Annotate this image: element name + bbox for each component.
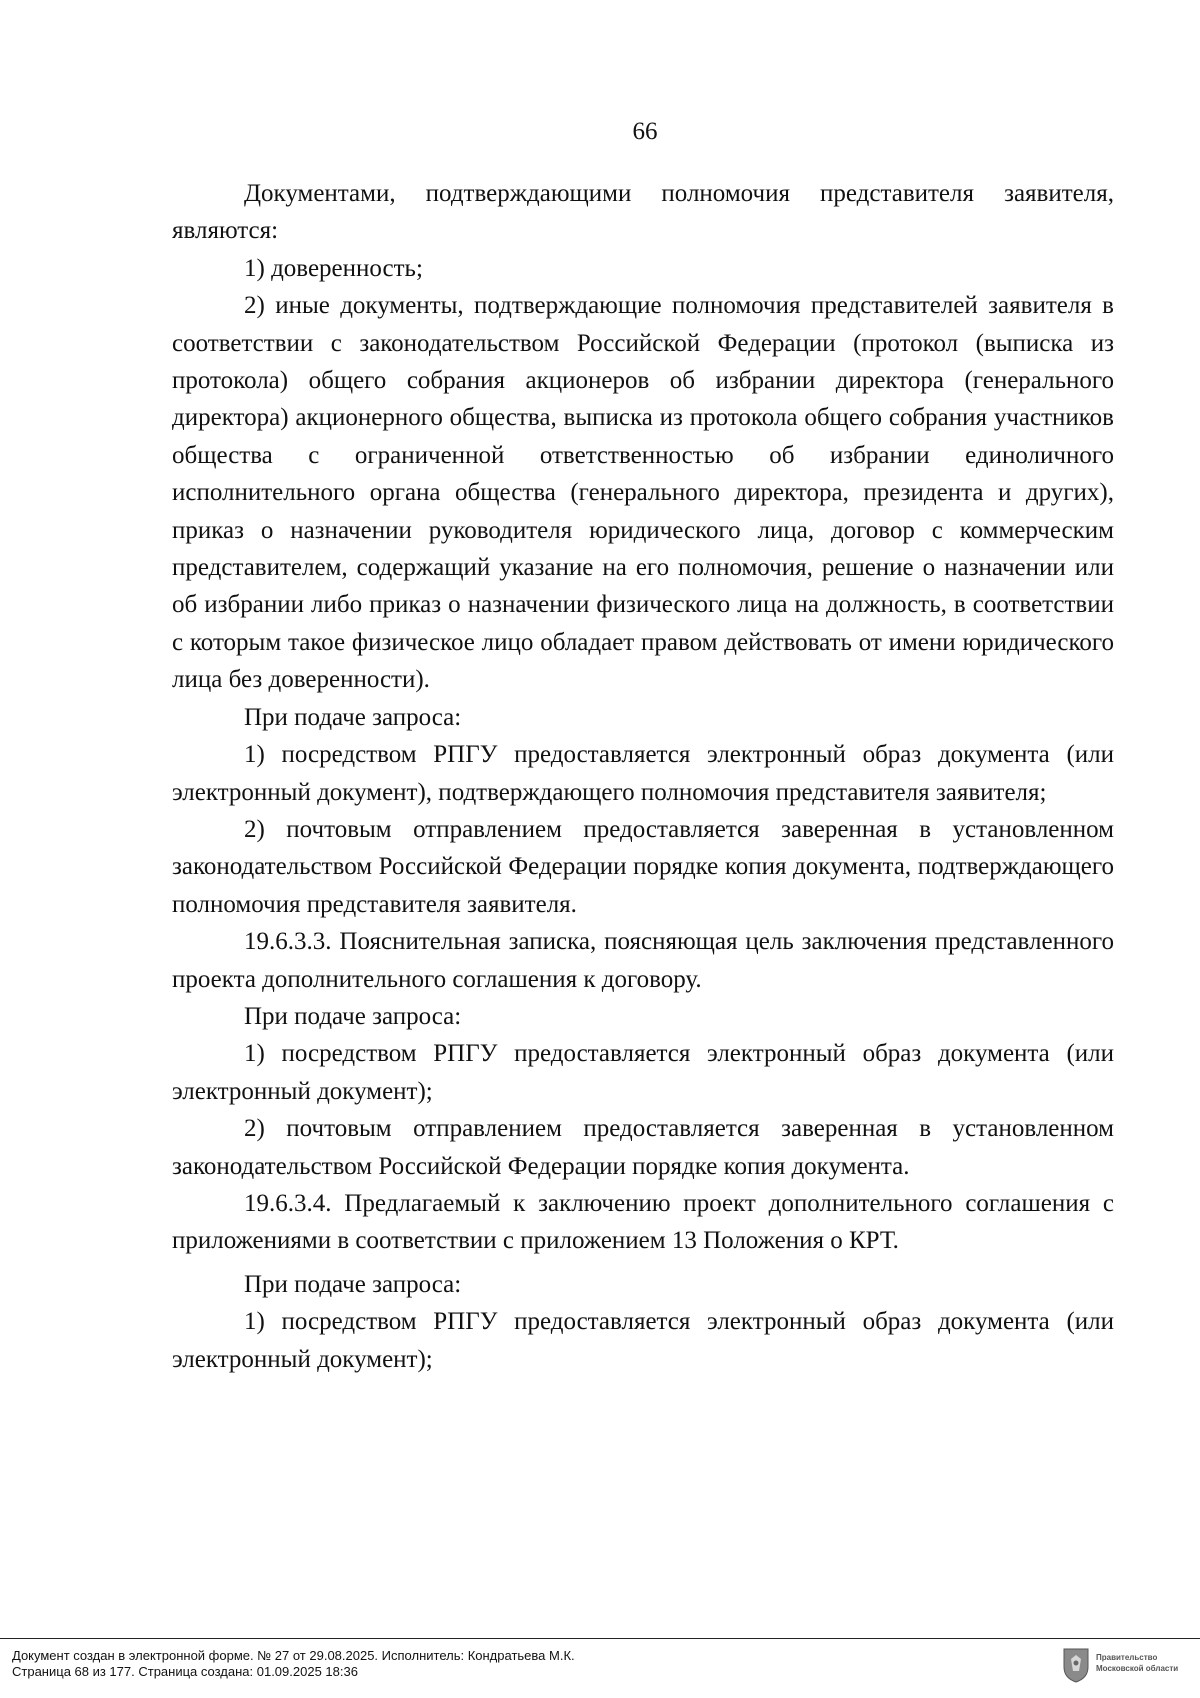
list-item: 2) почтовым отправлением предоставляется заверенная в установленном законодательством Российской Федерации порядке копия документа, подтверждающего полномочия представителя заявителя. bbox=[172, 815, 1114, 918]
section-paragraph: 19.6.3.4. Предлагаемый к заключению проект дополнительного соглашения с приложениями в соответствии с приложением 13 Положения о КРТ. bbox=[172, 1189, 1114, 1255]
footer-stamp bbox=[12, 1648, 575, 1680]
list-item: 1) посредством РПГУ предоставляется электронный образ документа (или электронный документ), подтверждающего полномочия представителя заявителя; bbox=[172, 741, 1114, 806]
paragraph: Документами, подтверждающими полномочия представителя заявителя, являются: bbox=[172, 180, 1114, 245]
section-paragraph: 19.6.3.3. Пояснительная записка, поясняющая цель заключения представленного проекта дополнительного соглашения к договору. bbox=[172, 928, 1114, 993]
footer-line-document: Документ создан в электронной форме. № 27 от 29.08.2025. Исполнитель: Кондратьева М.К. bbox=[12, 1648, 575, 1663]
list-item: 1) посредством РПГУ предоставляется электронный образ документа (или электронный документ); bbox=[172, 1308, 1114, 1373]
document-body bbox=[172, 175, 1114, 1378]
paragraph: При подаче запроса: bbox=[244, 1002, 462, 1030]
list-item: 2) почтовым отправлением предоставляется заверенная в установленном законодательством Российской Федерации порядке копия документа. bbox=[172, 1115, 1114, 1180]
list-item: 1) доверенность; bbox=[244, 254, 423, 282]
footer-line-page: Страница 68 из 177. Страница создана: 01.09.2025 18:36 bbox=[12, 1664, 358, 1679]
government-logo bbox=[1062, 1644, 1192, 1690]
list-item: 1) посредством РПГУ предоставляется электронный образ документа (или электронный документ); bbox=[172, 1040, 1114, 1105]
paragraph: При подаче запроса: bbox=[244, 1270, 462, 1298]
coat-of-arms-icon bbox=[1062, 1647, 1090, 1683]
paragraph: При подаче запроса: bbox=[244, 703, 462, 731]
page-number: 66 bbox=[632, 118, 658, 145]
list-item: 2) иные документы, подтверждающие полномочия представителей заявителя в соответствии с законодательством Российской Федерации (протокол (выписка из протокола) общего собрания акционеров об избрании директора (генерального директора) акционерного общества, выписка из протокола общего собрания участников общества с ограниченной ответственностью об избрании единоличного исполнительного органа общества (генерального директора, президента и других), приказ о назначении руководителя юридического лица, договор с коммерческим представителем, содержащий указание на его полномочия, решение о назначении или об избрании либо приказ о назначении физического лица на должность, в соответствии с которым такое физическое лицо обладает правом действовать от имени юридического лица без доверенности). bbox=[172, 292, 1114, 694]
footer-divider bbox=[0, 1638, 1200, 1639]
org-name: Правительство Московской области bbox=[1096, 1653, 1179, 1673]
